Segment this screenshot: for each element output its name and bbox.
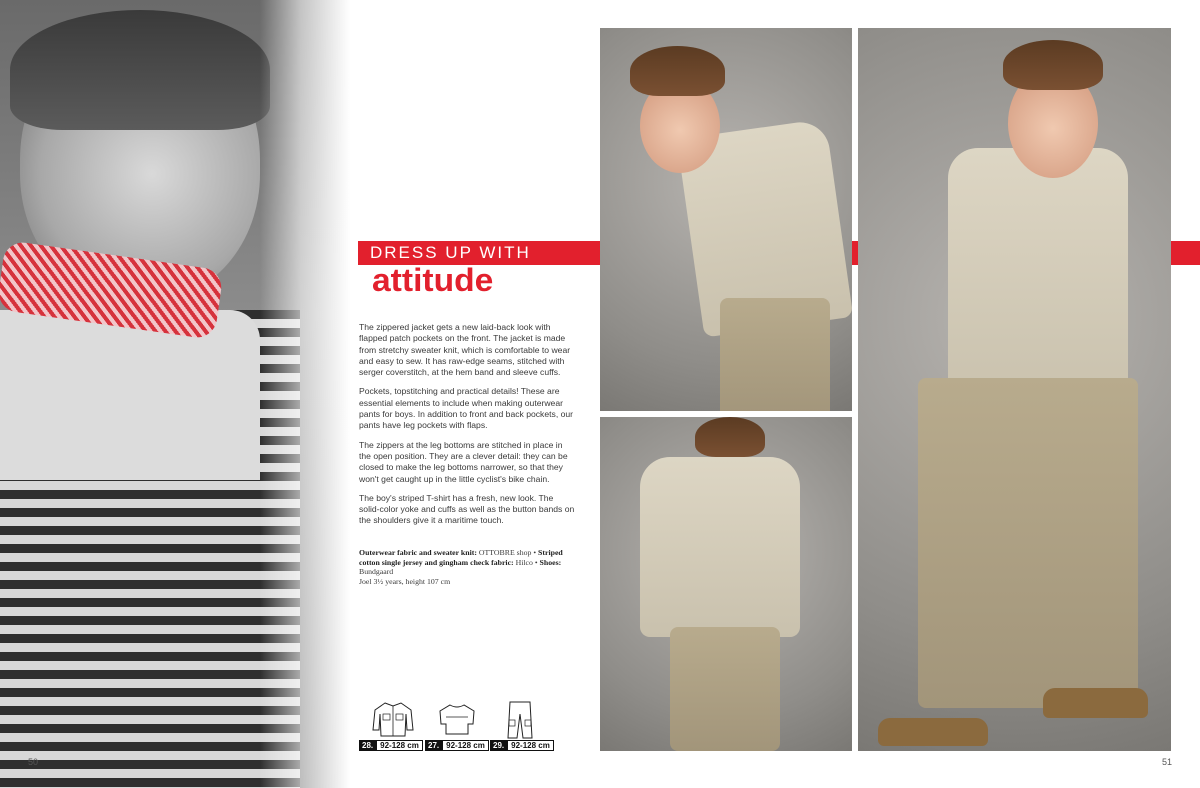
pattern-size: 92-128 cm — [442, 740, 489, 751]
boy-portrait-photo — [0, 0, 350, 788]
boy-hair — [630, 46, 725, 96]
shirt-yoke — [0, 310, 260, 480]
credit-label-striped: Striped cotton single jersey and gingham check fabric: — [359, 548, 563, 567]
title-band-gap — [851, 241, 858, 265]
boy-back-view-photo — [600, 417, 852, 751]
left-shoe — [878, 718, 988, 746]
zip-jacket — [640, 457, 800, 637]
pattern-size: 92-128 cm — [507, 740, 554, 751]
paragraph-tshirt: The boy's striped T-shirt has a fresh, new look. The solid-color yoke and cuffs as well as the button bands on the shoulders give it a maritime touch. — [359, 492, 575, 526]
pattern-number: 29. — [490, 740, 507, 751]
credit-value-striped: Hilco — [515, 557, 533, 567]
jacket-sketch-icon — [371, 700, 415, 738]
article-body — [359, 322, 575, 535]
title-band-right — [1170, 241, 1200, 265]
credit-label-shoes: Shoes: — [539, 557, 562, 567]
pattern-number: 27. — [425, 740, 442, 751]
credit-value-shoes: Bundgaard — [359, 567, 394, 577]
fabric-credits: Outerwear fabric and sweater knit: OTTOBRE shop • Striped cotton single jersey and gingham check fabric: Hilco • Shoes: Bundgaard Joel 3½ years, height 107 cm — [359, 548, 563, 586]
pattern-tag-29 — [490, 740, 554, 751]
cargo-pants — [670, 627, 780, 751]
credit-value-outerwear: OTTOBRE shop — [478, 548, 532, 557]
pants-sketch-icon — [502, 700, 538, 740]
title-kicker: DRESS UP WITH — [370, 243, 531, 262]
tshirt-sketch-icon — [437, 700, 477, 738]
page-title: attitude — [372, 262, 494, 298]
model-info: Joel 3½ years, height 107 cm — [359, 576, 451, 586]
pattern-tag-28 — [359, 740, 423, 751]
page-number-left: 50 — [28, 757, 39, 767]
pattern-number: 28. — [359, 740, 376, 751]
boy-hair — [695, 417, 765, 457]
pattern-tag-27 — [425, 740, 489, 751]
right-shoe — [1043, 688, 1148, 718]
pattern-size: 92-128 cm — [376, 740, 423, 751]
zip-jacket — [948, 148, 1128, 408]
boy-hair — [10, 10, 270, 130]
cargo-pants — [720, 298, 830, 411]
paragraph-pants: Pockets, topstitching and practical details! These are essential elements to include when making outerwear pants for boys. In addition to front and back pockets, our pants have leg pockets with flaps. — [359, 386, 574, 431]
boy-dancing-photo — [600, 28, 852, 411]
paragraph-zippers: The zippers at the leg bottoms are stitched in place in the open position. They are a clever detail: they can be closed to make the leg bottoms narrower, so that they won't get caught up in the little cyclist's bike chain. — [359, 439, 568, 484]
boy-standing-photo — [858, 28, 1171, 751]
paragraph-jacket: The zippered jacket gets a new laid-back look with flapped patch pockets on the front. The jacket is made from stretchy sweater knit, which is comfortable to wear and easy to sew. It has raw-edge seams, stitched with serger coverstitch, at the hem band and sleeve cuffs. — [359, 322, 571, 378]
grunge-edge — [260, 0, 350, 788]
cargo-pants — [918, 378, 1138, 708]
boy-hair — [1003, 40, 1103, 90]
page-number-right: 51 — [1162, 757, 1173, 767]
credit-label-outerwear: Outerwear fabric and sweater knit: — [359, 548, 477, 557]
